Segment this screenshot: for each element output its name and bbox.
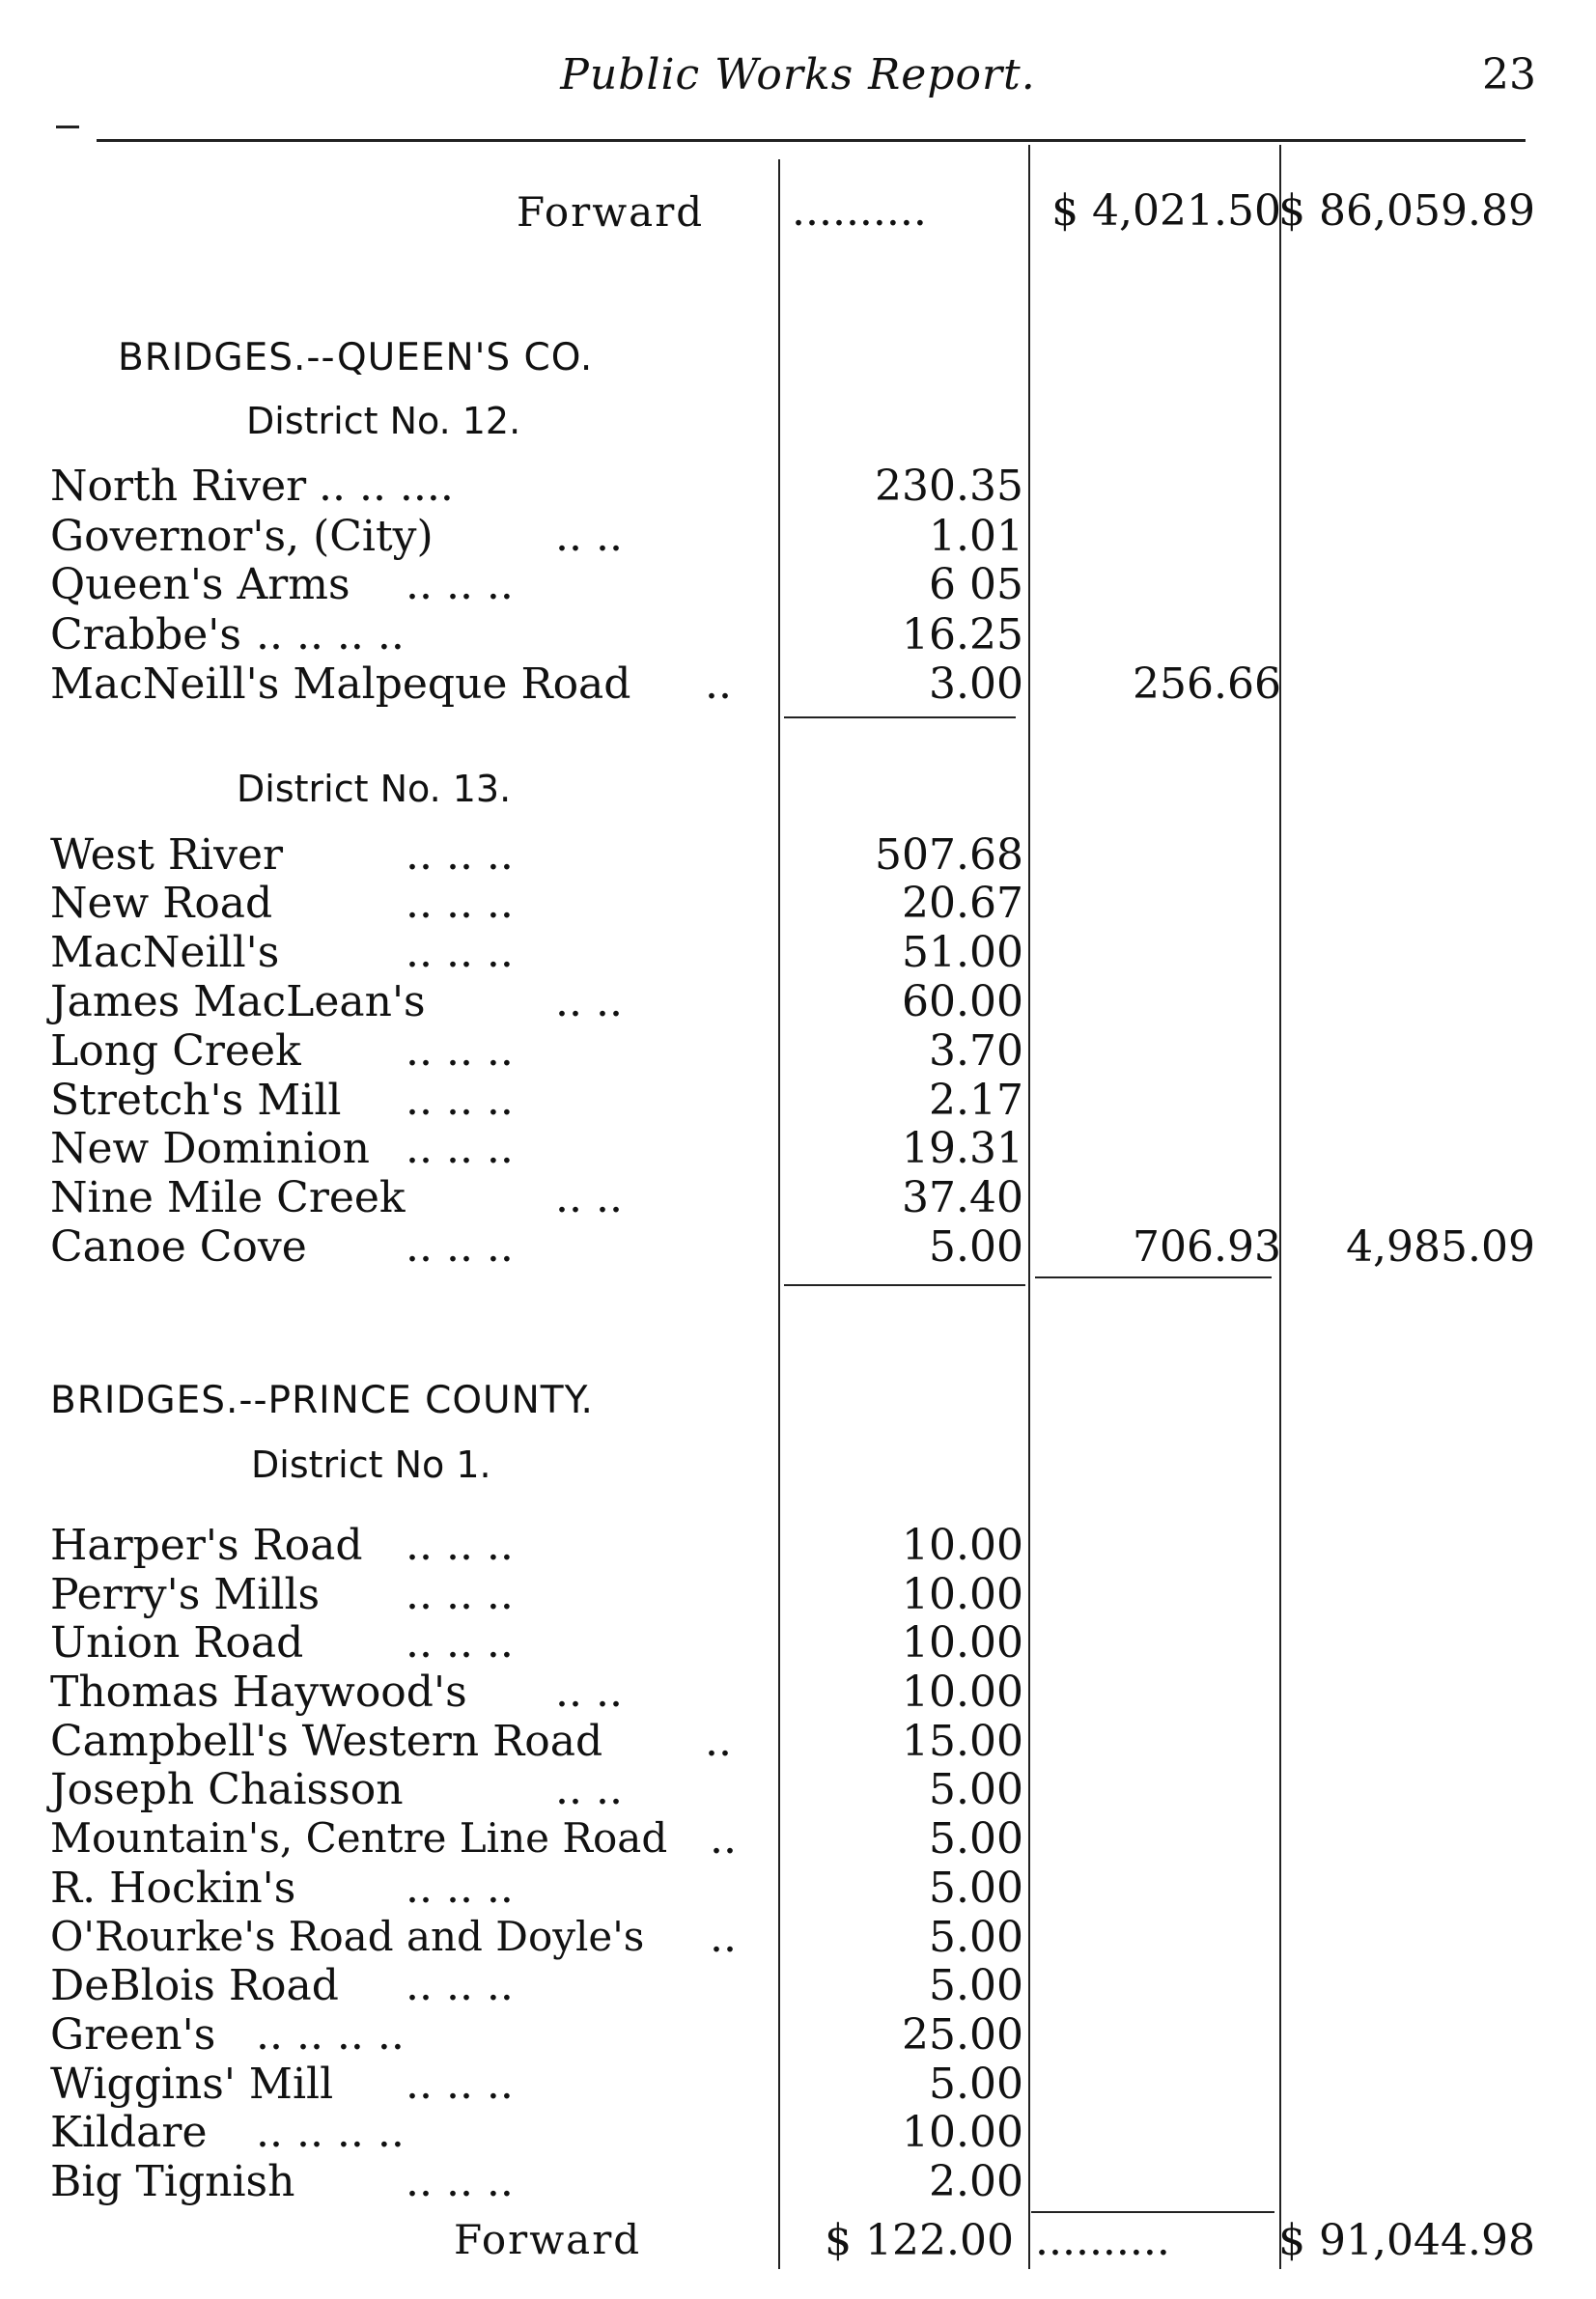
list-item: MacNeill's (50, 928, 280, 977)
district-1-title: District No 1. (251, 1444, 491, 1486)
forward-leader-top: .......... (792, 186, 927, 236)
list-item: Harper's Road (50, 1521, 363, 1570)
amount: 3.70 (929, 1026, 1023, 1076)
amount: 2.00 (929, 2157, 1023, 2206)
dot-leader: .. (710, 1814, 737, 1864)
dot-leader: .. (705, 659, 732, 709)
amount: 6 05 (929, 560, 1023, 609)
amount: 51.00 (902, 928, 1023, 977)
list-item: Governor's, (City) (50, 512, 434, 561)
list-item: Kildare (50, 2108, 208, 2157)
column-rule-2 (1028, 145, 1030, 2269)
list-item: Wiggins' Mill (50, 2060, 334, 2109)
district-13-sum-rule-col1 (784, 1284, 1025, 1286)
amount: 5.00 (929, 1814, 1023, 1864)
district-12-sum-rule (784, 716, 1016, 718)
list-item: R. Hockin's (50, 1864, 296, 1913)
dot-leader: .. .. .. (406, 928, 514, 977)
amount: 5.00 (929, 1961, 1023, 2010)
amount: 5.00 (929, 1765, 1023, 1814)
forward-label-bottom: Forward (454, 2216, 642, 2263)
dot-leader: .. .. .. (406, 560, 514, 609)
list-item: Nine Mile Creek (50, 1173, 406, 1222)
amount: 10.00 (902, 1521, 1023, 1570)
amount: 19.31 (902, 1124, 1023, 1173)
list-item: North River (50, 462, 307, 511)
amount: 15.00 (902, 1717, 1023, 1766)
dot-leader: .. .. .. (406, 1124, 514, 1173)
dot-leader: .. .. .. (406, 1570, 514, 1619)
amount: 5.00 (929, 2060, 1023, 2109)
dot-leader: .. .. .. (406, 1618, 514, 1668)
district-13-sum-rule-col2 (1035, 1276, 1272, 1278)
list-item: Green's (50, 2010, 216, 2060)
dot-leader: .. .. (555, 512, 623, 561)
list-item: Mountain's, Centre Line Road (50, 1814, 668, 1862)
amount: 10.00 (902, 1618, 1023, 1668)
list-item: New Dominion (50, 1124, 370, 1173)
amount: 37.40 (902, 1173, 1023, 1222)
list-item: Joseph Chaisson (50, 1765, 404, 1814)
list-item: Long Creek (50, 1026, 301, 1076)
amount: 10.00 (902, 1570, 1023, 1619)
dot-leader: .. .. .. (406, 879, 514, 928)
page-title: Public Works Report. (560, 50, 1036, 99)
dot-leader: .. .. .. (406, 1521, 514, 1570)
list-item: DeBlois Road (50, 1961, 339, 2010)
dot-leader: .. .. .. (406, 1864, 514, 1913)
header-rule-stub (56, 126, 79, 128)
list-item: Canoe Cove (50, 1222, 307, 1272)
dot-leader: .. .. .. .. (256, 2010, 405, 2060)
amount: 5.00 (929, 1864, 1023, 1913)
amount: 20.67 (902, 879, 1023, 928)
forward-amount-col1: $ 122.00 (825, 2216, 1014, 2265)
amount: 2.17 (929, 1076, 1023, 1125)
forward-amount-col3: $ 86,059.89 (1278, 186, 1535, 236)
amount: 1.01 (929, 512, 1023, 561)
column-rule-3 (1279, 145, 1281, 2269)
dot-leader: .. .. .. (406, 1222, 514, 1272)
list-item: Union Road (50, 1618, 304, 1668)
forward-amount-col3-bottom: $ 91,044.98 (1278, 2216, 1535, 2265)
amount: 10.00 (902, 2108, 1023, 2157)
dot-leader: .. .. (555, 1765, 623, 1814)
amount: 5.00 (929, 1222, 1023, 1272)
dot-leader: .. (710, 1913, 737, 1962)
dot-leader: .. .. .. (406, 1026, 514, 1076)
dot-leader: .. .. .. (406, 830, 514, 880)
forward-label-top: Forward (517, 188, 705, 236)
list-item: O'Rourke's Road and Doyle's (50, 1913, 645, 1960)
section-heading-queens: BRIDGES.--QUEEN'S CO. (118, 336, 594, 379)
list-item: Thomas Haywood's (50, 1668, 467, 1717)
section-heading-prince: BRIDGES.--PRINCE COUNTY. (50, 1379, 594, 1422)
dot-leader: .. .. .. (406, 1076, 514, 1125)
list-item: New Road (50, 879, 273, 928)
district-13-subtotal: 706.93 (1133, 1222, 1281, 1272)
amount: 10.00 (902, 1668, 1023, 1717)
district-12-title: District No. 12. (246, 400, 521, 442)
page-number: 23 (1482, 50, 1536, 99)
amount: 507.68 (875, 830, 1023, 880)
dot-leader: .. .. .. .. (256, 610, 405, 659)
dot-leader: .. .. .. (406, 2060, 514, 2109)
amount: 25.00 (902, 2010, 1023, 2060)
list-item: Perry's Mills (50, 1570, 321, 1619)
amount: 60.00 (902, 977, 1023, 1026)
list-item: Stretch's Mill (50, 1076, 342, 1125)
amount: 16.25 (902, 610, 1023, 659)
district-13-title: District No. 13. (237, 768, 512, 810)
list-item: Queen's Arms (50, 560, 350, 609)
amount: 5.00 (929, 1913, 1023, 1962)
list-item: Big Tignish (50, 2157, 295, 2206)
list-item: James MacLean's (50, 977, 426, 1026)
list-item: MacNeill's Malpeque Road (50, 659, 631, 709)
list-item: West River (50, 830, 284, 880)
list-item: Campbell's Western Road (50, 1717, 603, 1766)
list-item: Crabbe's (50, 610, 241, 659)
district-12-subtotal: 256.66 (1133, 659, 1281, 709)
dot-leader: .. .. .. (406, 2157, 514, 2206)
dot-leader: .. .. .. .. (256, 2108, 405, 2157)
dot-leader: .. .. (555, 1173, 623, 1222)
dot-leader: .. (705, 1717, 732, 1766)
forward-amount-col2: $ 4,021.50 (1051, 186, 1281, 236)
dot-leader: .. .. .... (319, 462, 454, 511)
dot-leader: .. .. (555, 1668, 623, 1717)
dot-leader: .. .. (555, 977, 623, 1026)
dot-leader: .. .. .. (406, 1961, 514, 2010)
amount: 3.00 (929, 659, 1023, 709)
header-rule (97, 139, 1526, 142)
amount: 230.35 (875, 462, 1023, 511)
forward-leader-bottom: .......... (1035, 2216, 1170, 2265)
forward-bottom-rule-col2 (1031, 2211, 1274, 2213)
queens-county-total: 4,985.09 (1346, 1222, 1535, 1272)
